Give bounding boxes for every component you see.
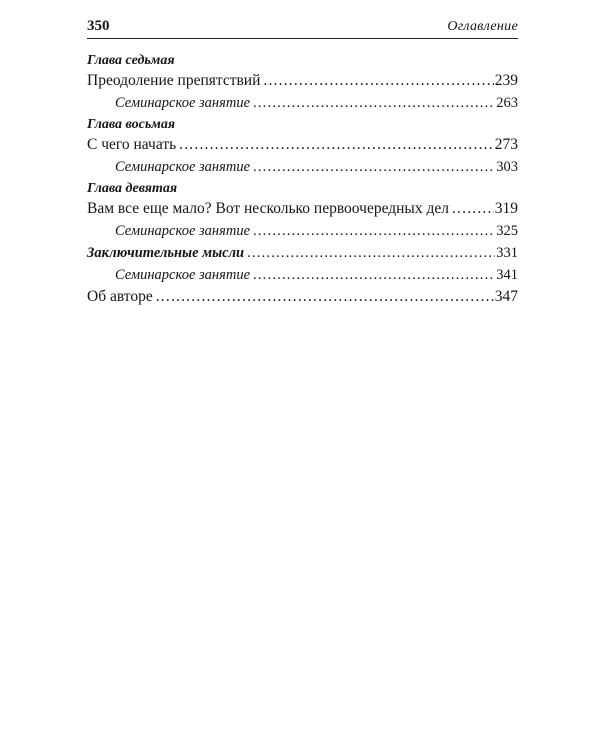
- page-header: [87, 14, 518, 39]
- toc-entry-page: 263: [496, 95, 518, 111]
- toc-entry-chapter-8: [87, 134, 518, 156]
- toc-entry-page: 331: [496, 245, 518, 261]
- dot-leader: [179, 134, 494, 156]
- toc-entry-chapter-9: [87, 198, 518, 220]
- table-of-contents: [87, 50, 518, 308]
- dot-leader: [263, 70, 493, 92]
- dot-leader: [253, 264, 495, 286]
- toc-entry-title: Преодоление препятствий: [87, 72, 261, 89]
- running-title: Оглавление: [447, 19, 518, 34]
- chapter-9-heading: Глава девятая: [87, 181, 178, 196]
- dot-leader: [253, 220, 495, 242]
- toc-entry-page: 239: [494, 72, 518, 89]
- page-number: 350: [87, 18, 110, 34]
- dot-leader: [247, 242, 495, 264]
- toc-entry-seminar-7: [87, 92, 518, 114]
- toc-entry-page: 341: [496, 267, 518, 283]
- toc-entry-title: Семинарское занятие: [115, 267, 251, 283]
- dot-leader: [156, 286, 494, 308]
- toc-entry-page: 325: [496, 223, 518, 239]
- toc-entry-page: 303: [496, 159, 518, 175]
- toc-entry-title: Заключительные мысли: [87, 245, 245, 261]
- dot-leader: [452, 198, 494, 220]
- toc-entry-chapter-7: [87, 70, 518, 92]
- toc-entry-about-author: [87, 286, 518, 308]
- chapter-8-heading: Глава восьмая: [87, 117, 176, 132]
- toc-entry-seminar-9: [87, 220, 518, 242]
- toc-entry-page: 319: [494, 200, 518, 217]
- toc-entry-title: Семинарское занятие: [115, 95, 251, 111]
- toc-entry-title: Семинарское занятие: [115, 223, 251, 239]
- chapter-7-heading: Глава седьмая: [87, 53, 175, 68]
- toc-entry-title: Семинарское занятие: [115, 159, 251, 175]
- toc-entry-page: 273: [494, 136, 518, 153]
- toc-entry-seminar-conclusion: [87, 264, 518, 286]
- toc-entry-title: С чего начать: [87, 136, 177, 153]
- toc-entry-conclusion: [87, 242, 518, 264]
- toc-entry-title: Вам все еще мало? Вот несколько первоочередных дел: [87, 200, 449, 217]
- dot-leader: [253, 92, 495, 114]
- toc-entry-page: 347: [494, 288, 518, 305]
- toc-entry-seminar-8: [87, 156, 518, 178]
- toc-entry-title: Об авторе: [87, 288, 153, 305]
- dot-leader: [253, 156, 495, 178]
